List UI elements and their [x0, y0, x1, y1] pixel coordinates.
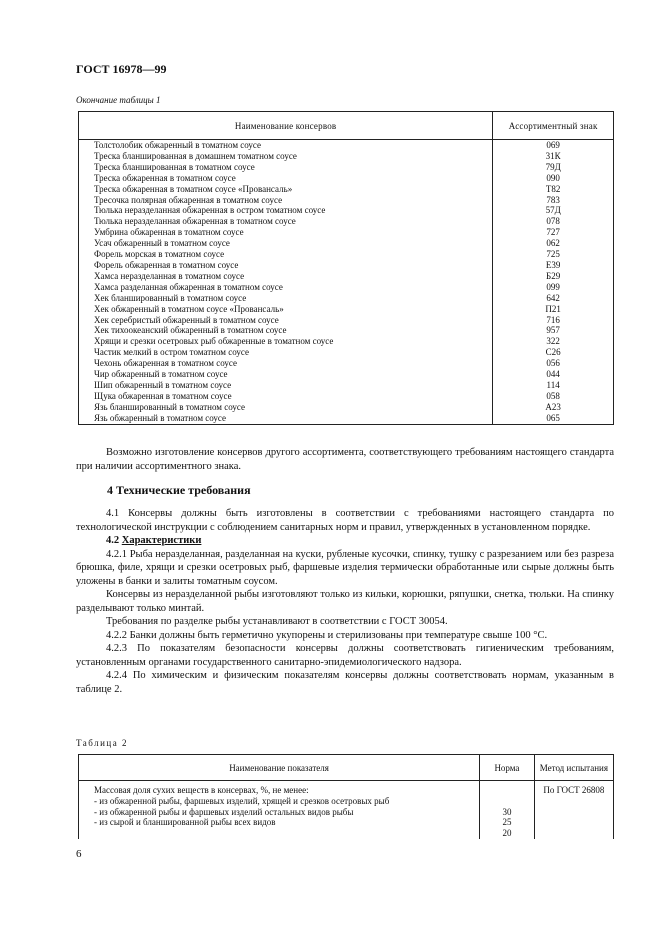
table1-names-column: [79, 140, 493, 425]
table1-row-name: Треска бланшированная в домашнем томатном соусе: [94, 150, 297, 161]
table2-norm-2: 25: [502, 817, 512, 828]
table1-row-code: 31К: [545, 150, 561, 161]
para-4-2-1-b: Консервы из неразделанной рыбы изготовляют только из кильки, корюшки, ряпушки, снетка, тюльки. На спинку разделывают только минтай.: [76, 589, 614, 614]
table1-row-code: 078: [546, 216, 560, 227]
table1-row-name: Умбрина обжаренная в томатном соусе: [94, 227, 244, 238]
table1-row-name: Шип обжаренный в томатном соусе: [94, 379, 232, 390]
para-4-2-2: 4.2.2 Банки должны быть герметично укупорены и стерилизованы при температуре свыше 100 °С.: [106, 629, 548, 641]
heading-4-2-title: Характеристики: [121, 535, 202, 546]
table1-row-name: Язь обжаренный в томатном соусе: [94, 412, 227, 423]
table1-row-name: Треска обжаренная в томатном соусе «Провансаль»: [94, 183, 293, 194]
heading-4-2-number: 4.2: [106, 535, 120, 546]
table1-row-name: Чир обжаренный в томатном соусе: [94, 369, 228, 380]
table2: [78, 754, 614, 839]
table1-row-code: 57Д: [545, 205, 561, 216]
table1-row-name: Тюлька неразделанная обжаренная в остром томатном соусе: [94, 205, 326, 216]
para-4-1: 4.1 Консервы должны быть изготовлены в соответствии с требованиями настоящего стандарта по технологической инструкции с соблюдением санитарных норм и правил, утвержденных в установленном порядке.: [76, 508, 614, 533]
table2-lead-text: Массовая доля сухих веществ в консервах, %, не менее:: [94, 785, 309, 795]
table1-row-name: Чехонь обжаренная в томатном соусе: [94, 358, 237, 369]
table1-row-code: 783: [546, 194, 560, 205]
table1-row-name: Хек серебристый обжаренный в томатном соусе: [94, 314, 279, 325]
table2-item-2: - из обжаренной рыбы и фаршевых изделий остальных видов рыбы: [94, 806, 354, 817]
table1-row-code: 058: [546, 390, 560, 401]
table1-row-name: Хамса неразделанная в томатном соусе: [94, 270, 245, 281]
table1-row-name: Форель морская в томатном соусе: [94, 249, 225, 260]
table1-row-code: 957: [546, 325, 560, 336]
table2-norm-cell: [480, 781, 535, 839]
table2-norm-1: 30: [502, 806, 512, 817]
table1-row-code: 642: [546, 292, 560, 303]
table1-row-name: Тресочка полярная обжаренная в томатном соусе: [94, 194, 283, 205]
table1-row-code: 069: [546, 140, 560, 150]
document-header: ГОСТ 16978—99: [76, 62, 167, 76]
table1-row-name: Толстолобик обжаренный в томатном соусе: [94, 140, 262, 150]
table1-row-code: 056: [546, 358, 560, 369]
table1-row-name: Треска обжаренная в томатном соусе: [94, 172, 236, 183]
table1-row-code: А23: [545, 401, 561, 412]
table1-row-code: 062: [546, 238, 560, 249]
table1-row-code: С26: [545, 347, 561, 358]
para-4-2-4: 4.2.4 По химическим и физическим показателям консервы должны соответствовать нормам, указанным в таблице 2.: [76, 670, 614, 695]
table1-row-name: Хамса разделанная обжаренная в томатном соусе: [94, 281, 283, 292]
section-4-body: [76, 507, 614, 696]
table1-header-name: Наименование консервов: [79, 112, 493, 140]
table1-row-name: Тюлька неразделанная обжаренная в томатном соусе: [94, 216, 296, 227]
table1-row-name: Форель обжаренная в томатном соусе: [94, 259, 239, 270]
table1-row-name: Треска бланшированная в томатном соусе: [94, 161, 255, 172]
table2-item-1: - из обжаренной рыбы, фаршевых изделий, хрящей и срезков осетровых рыб: [94, 795, 390, 806]
page-number: 6: [76, 848, 82, 860]
table2-caption: Таблица 2: [76, 738, 128, 748]
table1-row-name: Хек бланшированный в томатном соусе: [94, 292, 247, 303]
note-text: Возможно изготовление консервов другого ассортимента, соответствующего требованиям настоящего стандарта при наличии ассортиментного знака.: [76, 447, 614, 472]
table1-row-code: Т82: [545, 183, 561, 194]
table2-method-cell: [534, 781, 613, 839]
table1-row-name: Язь бланшированный в томатном соусе: [94, 401, 246, 412]
table1-header-code: Ассортиментный знак: [493, 112, 614, 140]
table1-row-code: 79Д: [545, 161, 561, 172]
table1-row-code: 725: [546, 249, 560, 260]
table1-row-code: 727: [546, 227, 560, 238]
table1-codes-column: [493, 140, 614, 425]
table2-indicator-cell: [79, 781, 480, 839]
table1-row-name: Хрящи и срезки осетровых рыб обжаренные в томатном соусе: [94, 336, 334, 347]
table1-row-name: Щука обжаренная в томатном соусе: [94, 390, 232, 401]
table1-row-code: П21: [545, 303, 561, 314]
table2-method: По ГОСТ 26808: [543, 785, 605, 795]
table1-row-code: 044: [546, 369, 560, 380]
para-4-2-1: 4.2.1 Рыба неразделанная, разделанная на куски, рубленые кусочки, спинку, тушку с разрезанием или без разреза брюшка, филе, хрящи и срезки осетровых рыб, фаршевые изделия термически обработанные или сырые должны быть уложены в банки и залиты томатным соусом.: [76, 548, 614, 587]
table1-row-name: Хек обжаренный в томатном соусе «Провансаль»: [94, 303, 284, 314]
table1-caption: Окончание таблицы 1: [76, 95, 161, 105]
table1-row-code: 716: [546, 314, 560, 325]
table1-row-code: 090: [546, 172, 560, 183]
para-4-2-1-c: Требования по разделке рыбы устанавливают в соответствии с ГОСТ 30054.: [106, 616, 448, 627]
table1-row-name: Хек тихоокеанский обжаренный в томатном соусе: [94, 325, 287, 336]
table2-item-3: - из сырой и бланшированной рыбы всех видов: [94, 817, 276, 828]
table1-row-code: 322: [546, 336, 560, 347]
table2-header-name: Наименование показателя: [79, 755, 480, 781]
table1-row-code: Б29: [546, 270, 561, 281]
table2-header-norm: Норма: [480, 755, 535, 781]
table1-row-code: 114: [546, 379, 560, 390]
table2-header-method: Метод испытания: [534, 755, 613, 781]
table1-row-name: Частик мелкий в остром томатном соусе: [94, 347, 249, 358]
table1-row-code: Е39: [545, 259, 561, 270]
table1-row-name: Усач обжаренный в томатном соусе: [94, 238, 230, 249]
para-4-2-3: 4.2.3 По показателям безопасности консервы должны соответствовать гигиеническим требованиям, установленным органами государственного санитарно-эпидемиологического надзора.: [76, 643, 614, 668]
note-paragraph: [76, 446, 614, 473]
table1: [78, 111, 614, 425]
table2-norm-3: 20: [502, 828, 512, 839]
heading-4-2: [76, 534, 614, 548]
table1-row-code: 065: [546, 412, 560, 423]
table1-row-code: 099: [546, 281, 560, 292]
section-4-title: 4 Технические требования: [107, 483, 251, 497]
